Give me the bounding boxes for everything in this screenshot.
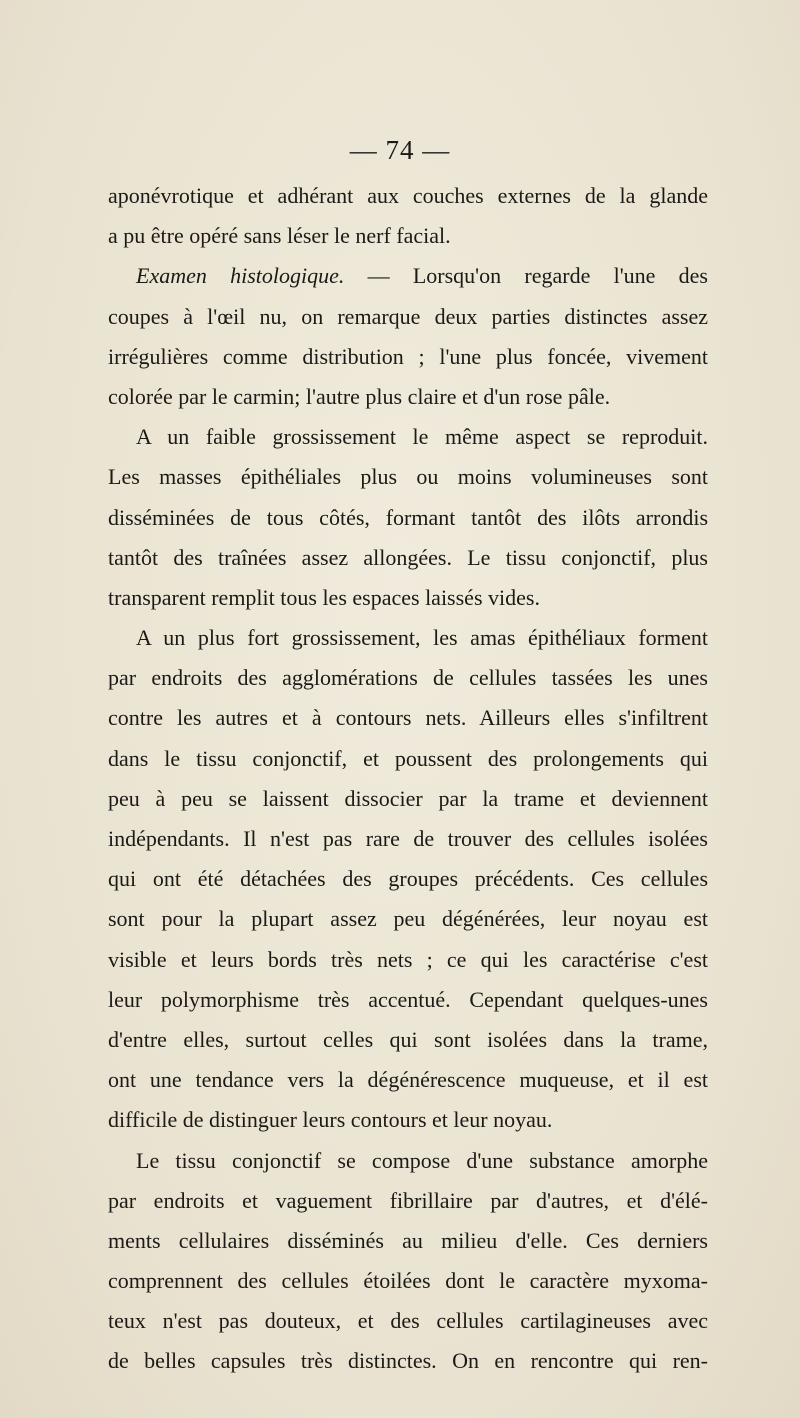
text-line: [108, 1301, 708, 1341]
line-text: dans le tissu conjonctif, et poussent des prolongements qui: [108, 745, 708, 771]
line-text: — Lorsqu'on regarde l'une des: [344, 263, 708, 289]
line-text: disséminées de tous côtés, formant tantôt des ilôts arrondis: [108, 504, 708, 530]
text-line: [108, 980, 708, 1020]
line-text: tantôt des traînées assez allongées. Le tissu conjonctif, plus: [108, 544, 708, 570]
text-line: [108, 1141, 708, 1181]
text-line: [108, 1221, 708, 1261]
section-heading: Examen histologique.: [136, 263, 345, 289]
paragraph: [108, 1141, 708, 1382]
text-line: [108, 216, 708, 256]
line-text: contre les autres et à contours nets. Ailleurs elles s'infiltrent: [108, 705, 708, 731]
text-line: [108, 739, 708, 779]
text-line: [108, 899, 708, 939]
line-text: A un plus fort grossissement, les amas épithéliaux forment: [136, 625, 708, 651]
line-text: par endroits des agglomérations de cellules tassées les unes: [108, 665, 708, 691]
text-line: [108, 1060, 708, 1100]
line-text: qui ont été détachées des groupes précédents. Ces cellules: [108, 866, 708, 892]
text-line: [108, 618, 708, 658]
line-text: Le tissu conjonctif se compose d'une substance amorphe: [136, 1147, 708, 1173]
line-text: par endroits et vaguement fibrillaire par d'autres, et d'élé-: [108, 1187, 708, 1213]
page-number: — 74 —: [349, 135, 451, 165]
text-line: [108, 1181, 708, 1221]
text-line: [108, 819, 708, 859]
line-text: a pu être opéré sans léser le nerf facial.: [108, 223, 451, 249]
paragraph: [108, 176, 708, 256]
text-line: [108, 377, 708, 417]
paragraph: [108, 618, 708, 1140]
text-line: [108, 457, 708, 497]
text-line: [108, 538, 708, 578]
text-line: [108, 1341, 708, 1381]
text-line: [108, 578, 708, 618]
line-text: leur polymorphisme très accentué. Cependant quelques-unes: [108, 986, 708, 1012]
text-line: [108, 337, 708, 377]
text-line: [108, 297, 708, 337]
line-text: teux n'est pas douteux, et des cellules cartilagineuses avec: [108, 1308, 708, 1334]
text-line: [108, 698, 708, 738]
line-text: irrégulières comme distribution ; l'une plus foncée, vivement: [108, 343, 708, 369]
text-line: [108, 1020, 708, 1060]
line-text: difficile de distinguer leurs contours et leur noyau.: [108, 1107, 553, 1133]
text-line: [108, 658, 708, 698]
text-line: [108, 256, 708, 296]
line-text: visible et leurs bords très nets ; ce qui les caractérise c'est: [108, 946, 708, 972]
line-text: ont une tendance vers la dégénérescence muqueuse, et il est: [108, 1067, 708, 1093]
text-line: [108, 1100, 708, 1140]
line-text: transparent remplit tous les espaces laissés vides.: [108, 584, 540, 610]
text-line: [108, 1261, 708, 1301]
line-text: peu à peu se laissent dissocier par la trame et deviennent: [108, 785, 708, 811]
line-text: colorée par le carmin; l'autre plus claire et d'un rose pâle.: [108, 383, 611, 409]
paragraph: [108, 256, 708, 417]
line-text: indépendants. Il n'est pas rare de trouver des cellules isolées: [108, 826, 708, 851]
text-line: [108, 859, 708, 899]
text-line: [108, 940, 708, 980]
line-text: de belles capsules très distinctes. On en rencontre qui ren-: [108, 1348, 708, 1374]
text-line: [108, 779, 708, 819]
line-text: A un faible grossissement le même aspect se reproduit.: [136, 424, 708, 450]
line-text: Les masses épithéliales plus ou moins volumineuses sont: [108, 464, 708, 490]
line-text: ments cellulaires disséminés au milieu d'elle. Ces derniers: [108, 1227, 708, 1253]
paragraph: [108, 417, 708, 618]
line-text: d'entre elles, surtout celles qui sont isolées dans la trame,: [108, 1026, 708, 1052]
body-text: [108, 176, 708, 1382]
text-line: [108, 176, 708, 216]
line-text: coupes à l'œil nu, on remarque deux parties distinctes assez: [108, 303, 708, 329]
text-line: [108, 498, 708, 538]
line-text: aponévrotique et adhérant aux couches externes de la glande: [108, 183, 708, 208]
text-line: [108, 417, 708, 457]
line-text: sont pour la plupart assez peu dégénérées, leur noyau est: [108, 906, 708, 932]
line-text: comprennent des cellules étoilées dont le caractère myxoma-: [108, 1268, 708, 1294]
